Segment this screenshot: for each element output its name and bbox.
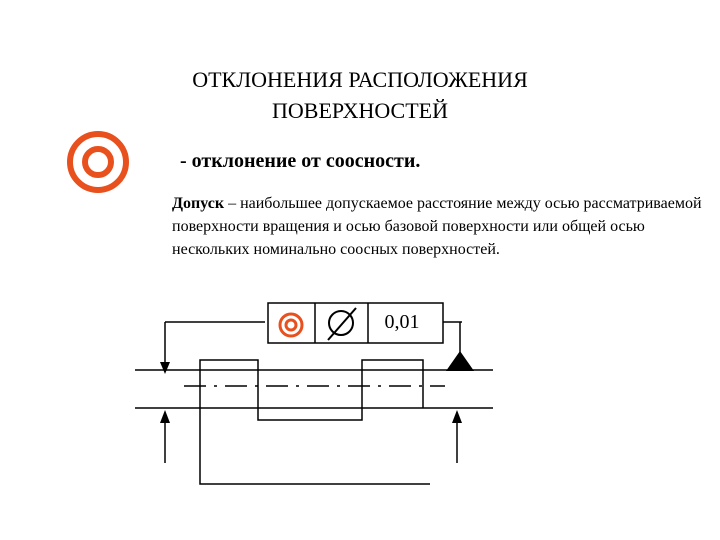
drawing-lines [135, 322, 493, 484]
title-line-2: ПОВЕРХНОСТЕЙ [272, 98, 448, 123]
arrow-down-left [160, 362, 170, 374]
coaxiality-icon [66, 130, 130, 194]
page-title [0, 64, 720, 126]
arrow-up-left [160, 410, 170, 423]
coaxiality-small-icon [280, 314, 302, 336]
technical-drawing [0, 290, 720, 540]
part-outline-top [200, 360, 423, 420]
diameter-icon [328, 308, 356, 340]
datum-triangle [446, 351, 474, 371]
definition-text: – наибольшее допускаемое расстояние между осью рассматриваемой поверхности вращения и осью базовой поверхности или общей осью нескольких номинально соосных поверхностей. [172, 195, 702, 258]
arrow-up-right [452, 410, 462, 423]
definition-term: Допуск [172, 195, 225, 212]
tolerance-value: 0,01 [384, 311, 420, 333]
title-line-1: ОТКЛОНЕНИЯ РАСПОЛОЖЕНИЯ [192, 67, 528, 92]
tolerance-definition [172, 192, 702, 261]
subtitle: - отклонение от соосности. [180, 150, 421, 172]
